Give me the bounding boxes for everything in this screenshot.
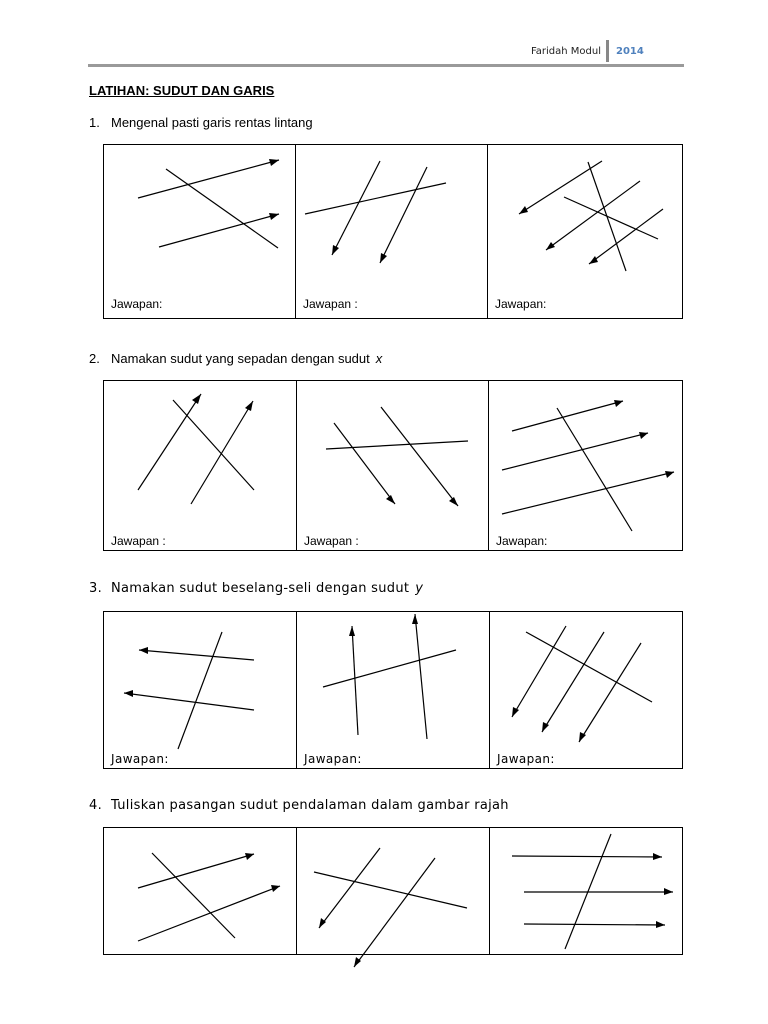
page-header <box>0 0 768 70</box>
page-title: LATIHAN: SUDUT DAN GARIS <box>89 83 275 98</box>
exercise-cell <box>490 612 682 768</box>
question-number: 2. <box>89 351 100 366</box>
line-diagram <box>490 612 682 768</box>
exercise-cell <box>104 381 297 550</box>
answer-label: Jawapan: <box>304 752 362 766</box>
exercise-grid-3 <box>103 611 683 769</box>
answer-label: Jawapan: <box>497 752 555 766</box>
exercise-cell <box>104 828 297 954</box>
question-number: 4. <box>89 798 103 813</box>
answer-label: Jawapan : <box>111 534 166 548</box>
question-text: Namakan sudut yang sepadan dengan sudut <box>111 351 370 366</box>
question-4 <box>89 798 509 813</box>
line-diagram <box>104 381 297 550</box>
line-diagram <box>490 828 682 954</box>
exercise-cell <box>297 612 490 768</box>
question-number: 3. <box>89 581 103 596</box>
line-diagram <box>297 828 490 968</box>
angle-variable: x <box>375 351 383 366</box>
question-number: 1. <box>89 115 100 130</box>
exercise-cell <box>297 828 490 954</box>
exercise-cell <box>104 145 296 318</box>
header-separator <box>606 40 609 62</box>
header-year: 2014 <box>616 46 644 57</box>
angle-variable: y <box>415 581 424 596</box>
exercise-cell <box>296 145 488 318</box>
exercise-cell <box>489 381 682 550</box>
question-2 <box>89 351 382 366</box>
exercise-cell <box>104 612 297 768</box>
exercise-grid-2 <box>103 380 683 551</box>
line-diagram <box>297 381 489 550</box>
header-author: Faridah Modul <box>530 46 601 57</box>
line-diagram <box>488 145 682 318</box>
exercise-grid-4 <box>103 827 683 955</box>
question-text: Tuliskan pasangan sudut pendalaman dalam gambar rajah <box>111 798 509 813</box>
answer-label: Jawapan : <box>304 534 359 548</box>
question-text: Namakan sudut beselang-seli dengan sudut <box>111 581 410 596</box>
line-diagram <box>104 145 296 318</box>
line-diagram <box>104 828 297 954</box>
header-rule <box>88 64 684 67</box>
line-diagram <box>296 145 488 318</box>
exercise-cell <box>297 381 489 550</box>
answer-label: Jawapan: <box>495 297 547 311</box>
question-3 <box>89 581 423 596</box>
question-text: Mengenal pasti garis rentas lintang <box>111 115 313 130</box>
exercise-cell <box>490 828 682 954</box>
line-diagram <box>104 612 297 768</box>
line-diagram <box>489 381 682 550</box>
answer-label: Jawapan: <box>111 752 169 766</box>
answer-label: Jawapan : <box>303 297 358 311</box>
question-1 <box>89 115 313 130</box>
exercise-grid-1 <box>103 144 683 319</box>
answer-label: Jawapan: <box>111 297 163 311</box>
exercise-cell <box>488 145 682 318</box>
line-diagram <box>297 612 490 768</box>
answer-label: Jawapan: <box>496 534 548 548</box>
